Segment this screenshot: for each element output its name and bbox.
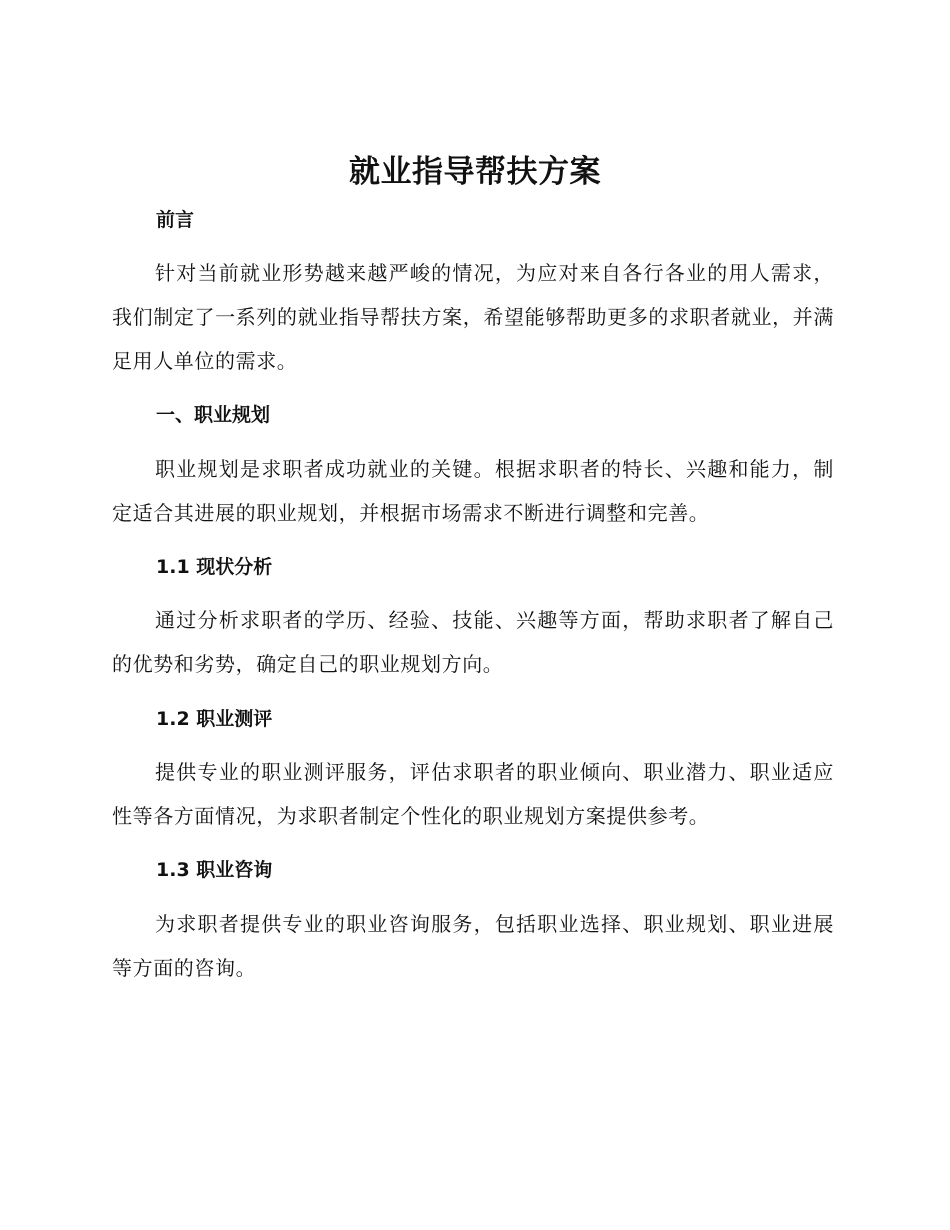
section-body-career-consulting: 为求职者提供专业的职业咨询服务，包括职业选择、职业规划、职业进展等方面的咨询。 <box>112 912 834 980</box>
section-heading-career-planning: 一、职业规划 <box>156 404 271 426</box>
section-body-preface: 针对当前就业形势越来越严峻的情况，为应对来自各行各业的用人需求，我们制定了一系列的就业指导帮扶方案，希望能够帮助更多的求职者就业，并满足用人单位的需求。 <box>112 261 834 373</box>
section-heading-preface: 前言 <box>156 209 195 231</box>
section-body-status-analysis: 通过分析求职者的学历、经验、技能、兴趣等方面，帮助求职者了解自己的优势和劣势，确定自己的职业规划方向。 <box>112 608 834 676</box>
section-heading-status-analysis: 1.1 现状分析 <box>156 556 273 578</box>
section-body-career-planning: 职业规划是求职者成功就业的关键。根据求职者的特长、兴趣和能力，制定适合其进展的职业规划，并根据市场需求不断进行调整和完善。 <box>112 457 834 525</box>
section-heading-career-consulting: 1.3 职业咨询 <box>156 859 273 881</box>
document-title: 就业指导帮扶方案 <box>349 154 601 190</box>
section-heading-career-assessment: 1.2 职业测评 <box>156 708 273 730</box>
section-body-career-assessment: 提供专业的职业测评服务，评估求职者的职业倾向、职业潜力、职业适应性等各方面情况，为求职者制定个性化的职业规划方案提供参考。 <box>112 760 834 828</box>
